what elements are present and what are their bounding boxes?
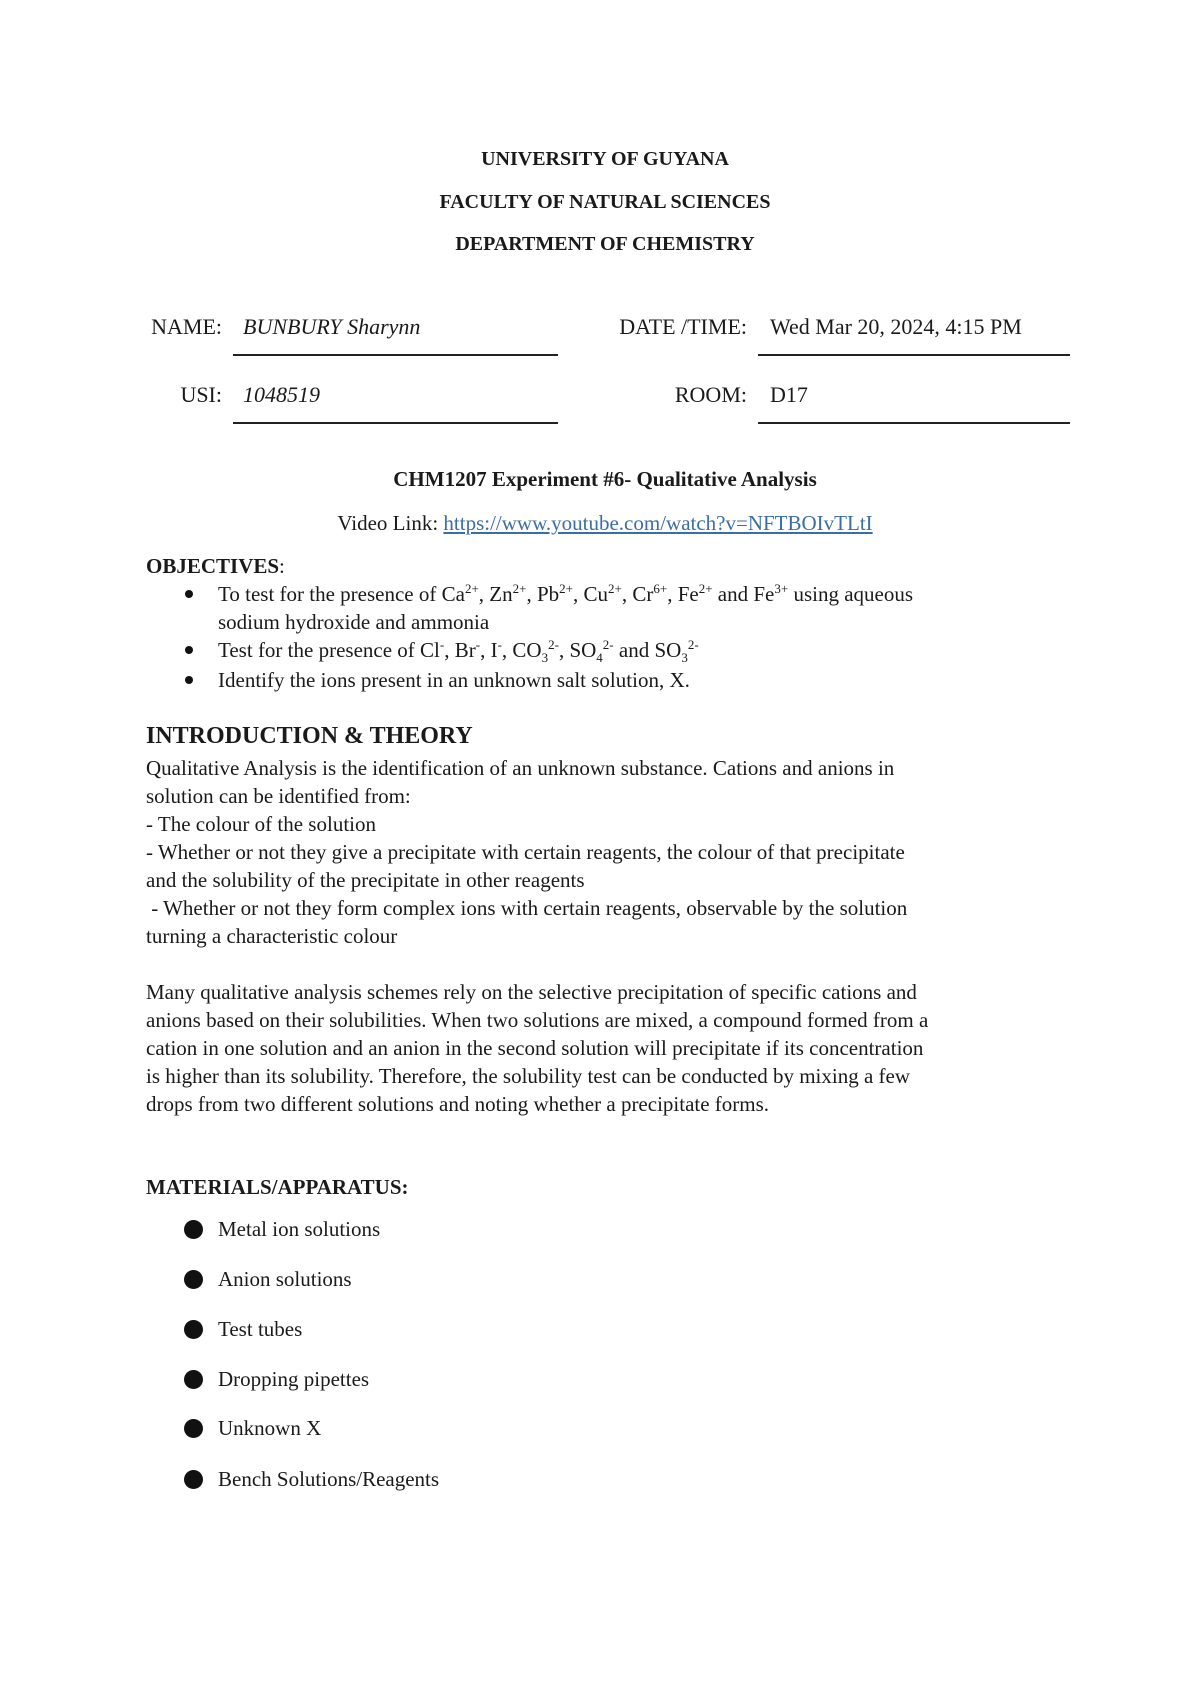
charge-superscript: 6+ <box>653 581 668 596</box>
materials-item: Unknown X <box>218 1416 322 1440</box>
video-link-line <box>0 509 1200 537</box>
datetime-value: Wed Mar 20, 2024, 4:15 PM <box>770 314 1022 339</box>
materials-item: Test tubes <box>218 1317 303 1341</box>
video-link[interactable]: https://www.youtube.com/watch?v=NFTBOIvTLtI <box>443 511 873 535</box>
datetime-underline <box>758 354 1070 356</box>
charge-superscript: 2- <box>687 637 699 652</box>
introduction-line: - The colour of the solution <box>146 812 376 836</box>
charge-superscript: 2+ <box>559 581 573 596</box>
charge-superscript: 2+ <box>698 581 713 596</box>
name-value: BUNBURY Sharynn <box>243 314 421 339</box>
introduction-line: Qualitative Analysis is the identification of an unknown substance. Cations and anions in <box>146 756 895 780</box>
datetime-label: DATE /TIME: <box>619 314 747 339</box>
objectives-heading: OBJECTIVES <box>146 554 280 578</box>
bullet-icon <box>185 590 193 598</box>
formula-subscript: 3 <box>541 650 549 666</box>
room-label: ROOM: <box>674 382 747 407</box>
objective-text: , Zn <box>478 582 513 606</box>
university-name: UNIVERSITY OF GUYANA <box>481 148 729 170</box>
objective-text: using aqueous <box>788 582 914 606</box>
objective-text: and Fe <box>712 582 775 606</box>
bullet-icon <box>184 1470 203 1489</box>
introduction-paragraph-2 <box>146 978 1086 1118</box>
materials-item: Bench Solutions/Reagents <box>218 1467 440 1491</box>
objective-text: , Fe <box>667 582 699 606</box>
formula-subscript: 3 <box>681 650 688 666</box>
charge-superscript: 3+ <box>774 581 789 596</box>
objective-text: , Cr <box>621 582 654 606</box>
experiment-title: CHM1207 Experiment #6- Qualitative Analysis <box>393 467 817 491</box>
charge-superscript: 2+ <box>512 581 527 596</box>
charge-superscript: - <box>497 637 502 652</box>
objective-text: To test for the presence of Ca <box>218 582 465 606</box>
bullet-icon <box>184 1320 203 1339</box>
charge-superscript: 2+ <box>464 581 479 596</box>
introduction-line: - Whether or not they form complex ions with certain reagents, observable by the solution <box>146 896 908 920</box>
charge-superscript: 2- <box>602 637 614 652</box>
objective-text: , CO <box>501 638 542 662</box>
materials-heading: MATERIALS/APPARATUS: <box>146 1175 409 1199</box>
objective-text: and SO <box>613 638 682 662</box>
objective-text: , Br <box>444 638 476 662</box>
introduction-line: solution can be identified from: <box>146 784 411 808</box>
name-underline <box>233 354 558 356</box>
objective-text: , SO <box>558 638 597 662</box>
name-label: NAME: <box>151 314 222 339</box>
objective-text: Test for the presence of Cl <box>218 638 440 662</box>
objective-text: , I <box>480 638 498 662</box>
bullet-icon <box>185 646 193 654</box>
introduction-line: is higher than its solubility. Therefore, the solubility test can be conducted by mixing a few <box>146 1064 910 1088</box>
introduction-line: cation in one solution and an anion in the second solution will precipitate if its concentration <box>146 1036 924 1060</box>
faculty-name: FACULTY OF NATURAL SCIENCES <box>439 191 771 213</box>
video-link-label: Video Link: <box>337 511 444 535</box>
charge-superscript: 2+ <box>608 581 622 596</box>
room-value: D17 <box>770 382 808 407</box>
charge-superscript: - <box>475 637 481 652</box>
materials-item: Dropping pipettes <box>218 1367 370 1391</box>
introduction-line: Many qualitative analysis schemes rely on the selective precipitation of specific cations and <box>146 980 917 1004</box>
introduction-line: - Whether or not they give a precipitate with certain reagents, the colour of that precipitate <box>146 840 905 864</box>
formula-subscript: 4 <box>596 650 603 666</box>
objective-item-2 <box>218 636 1098 664</box>
introduction-line: turning a characteristic colour <box>146 924 398 948</box>
objective-text: , Cu <box>572 582 608 606</box>
objectives-colon: : <box>279 554 285 578</box>
bullet-icon <box>185 676 193 684</box>
charge-superscript: - <box>439 637 445 652</box>
objective-text: , Pb <box>526 582 560 606</box>
usi-label: USI: <box>180 382 222 407</box>
bullet-icon <box>184 1220 203 1239</box>
introduction-line: drops from two different solutions and noting whether a precipitate forms. <box>146 1092 770 1116</box>
bullet-icon <box>184 1370 203 1389</box>
usi-underline <box>233 422 558 424</box>
objectives-heading-line <box>146 552 285 580</box>
introduction-line: anions based on their solubilities. When two solutions are mixed, a compound formed from a <box>146 1008 929 1032</box>
objective-item-3: Identify the ions present in an unknown salt solution, X. <box>218 668 690 692</box>
bullet-icon <box>184 1270 203 1289</box>
bullet-icon <box>184 1419 203 1438</box>
objective-item-1 <box>218 580 1098 636</box>
materials-item: Anion solutions <box>218 1267 352 1291</box>
room-underline <box>758 422 1070 424</box>
objective-text: sodium hydroxide and ammonia <box>218 610 490 634</box>
introduction-heading: INTRODUCTION & THEORY <box>146 723 473 749</box>
usi-value: 1048519 <box>243 382 320 407</box>
department-name: DEPARTMENT OF CHEMISTRY <box>455 233 755 255</box>
introduction-line: and the solubility of the precipitate in other reagents <box>146 868 585 892</box>
charge-superscript: 2- <box>548 637 559 652</box>
materials-item: Metal ion solutions <box>218 1217 381 1241</box>
introduction-paragraph-1 <box>146 754 1086 950</box>
